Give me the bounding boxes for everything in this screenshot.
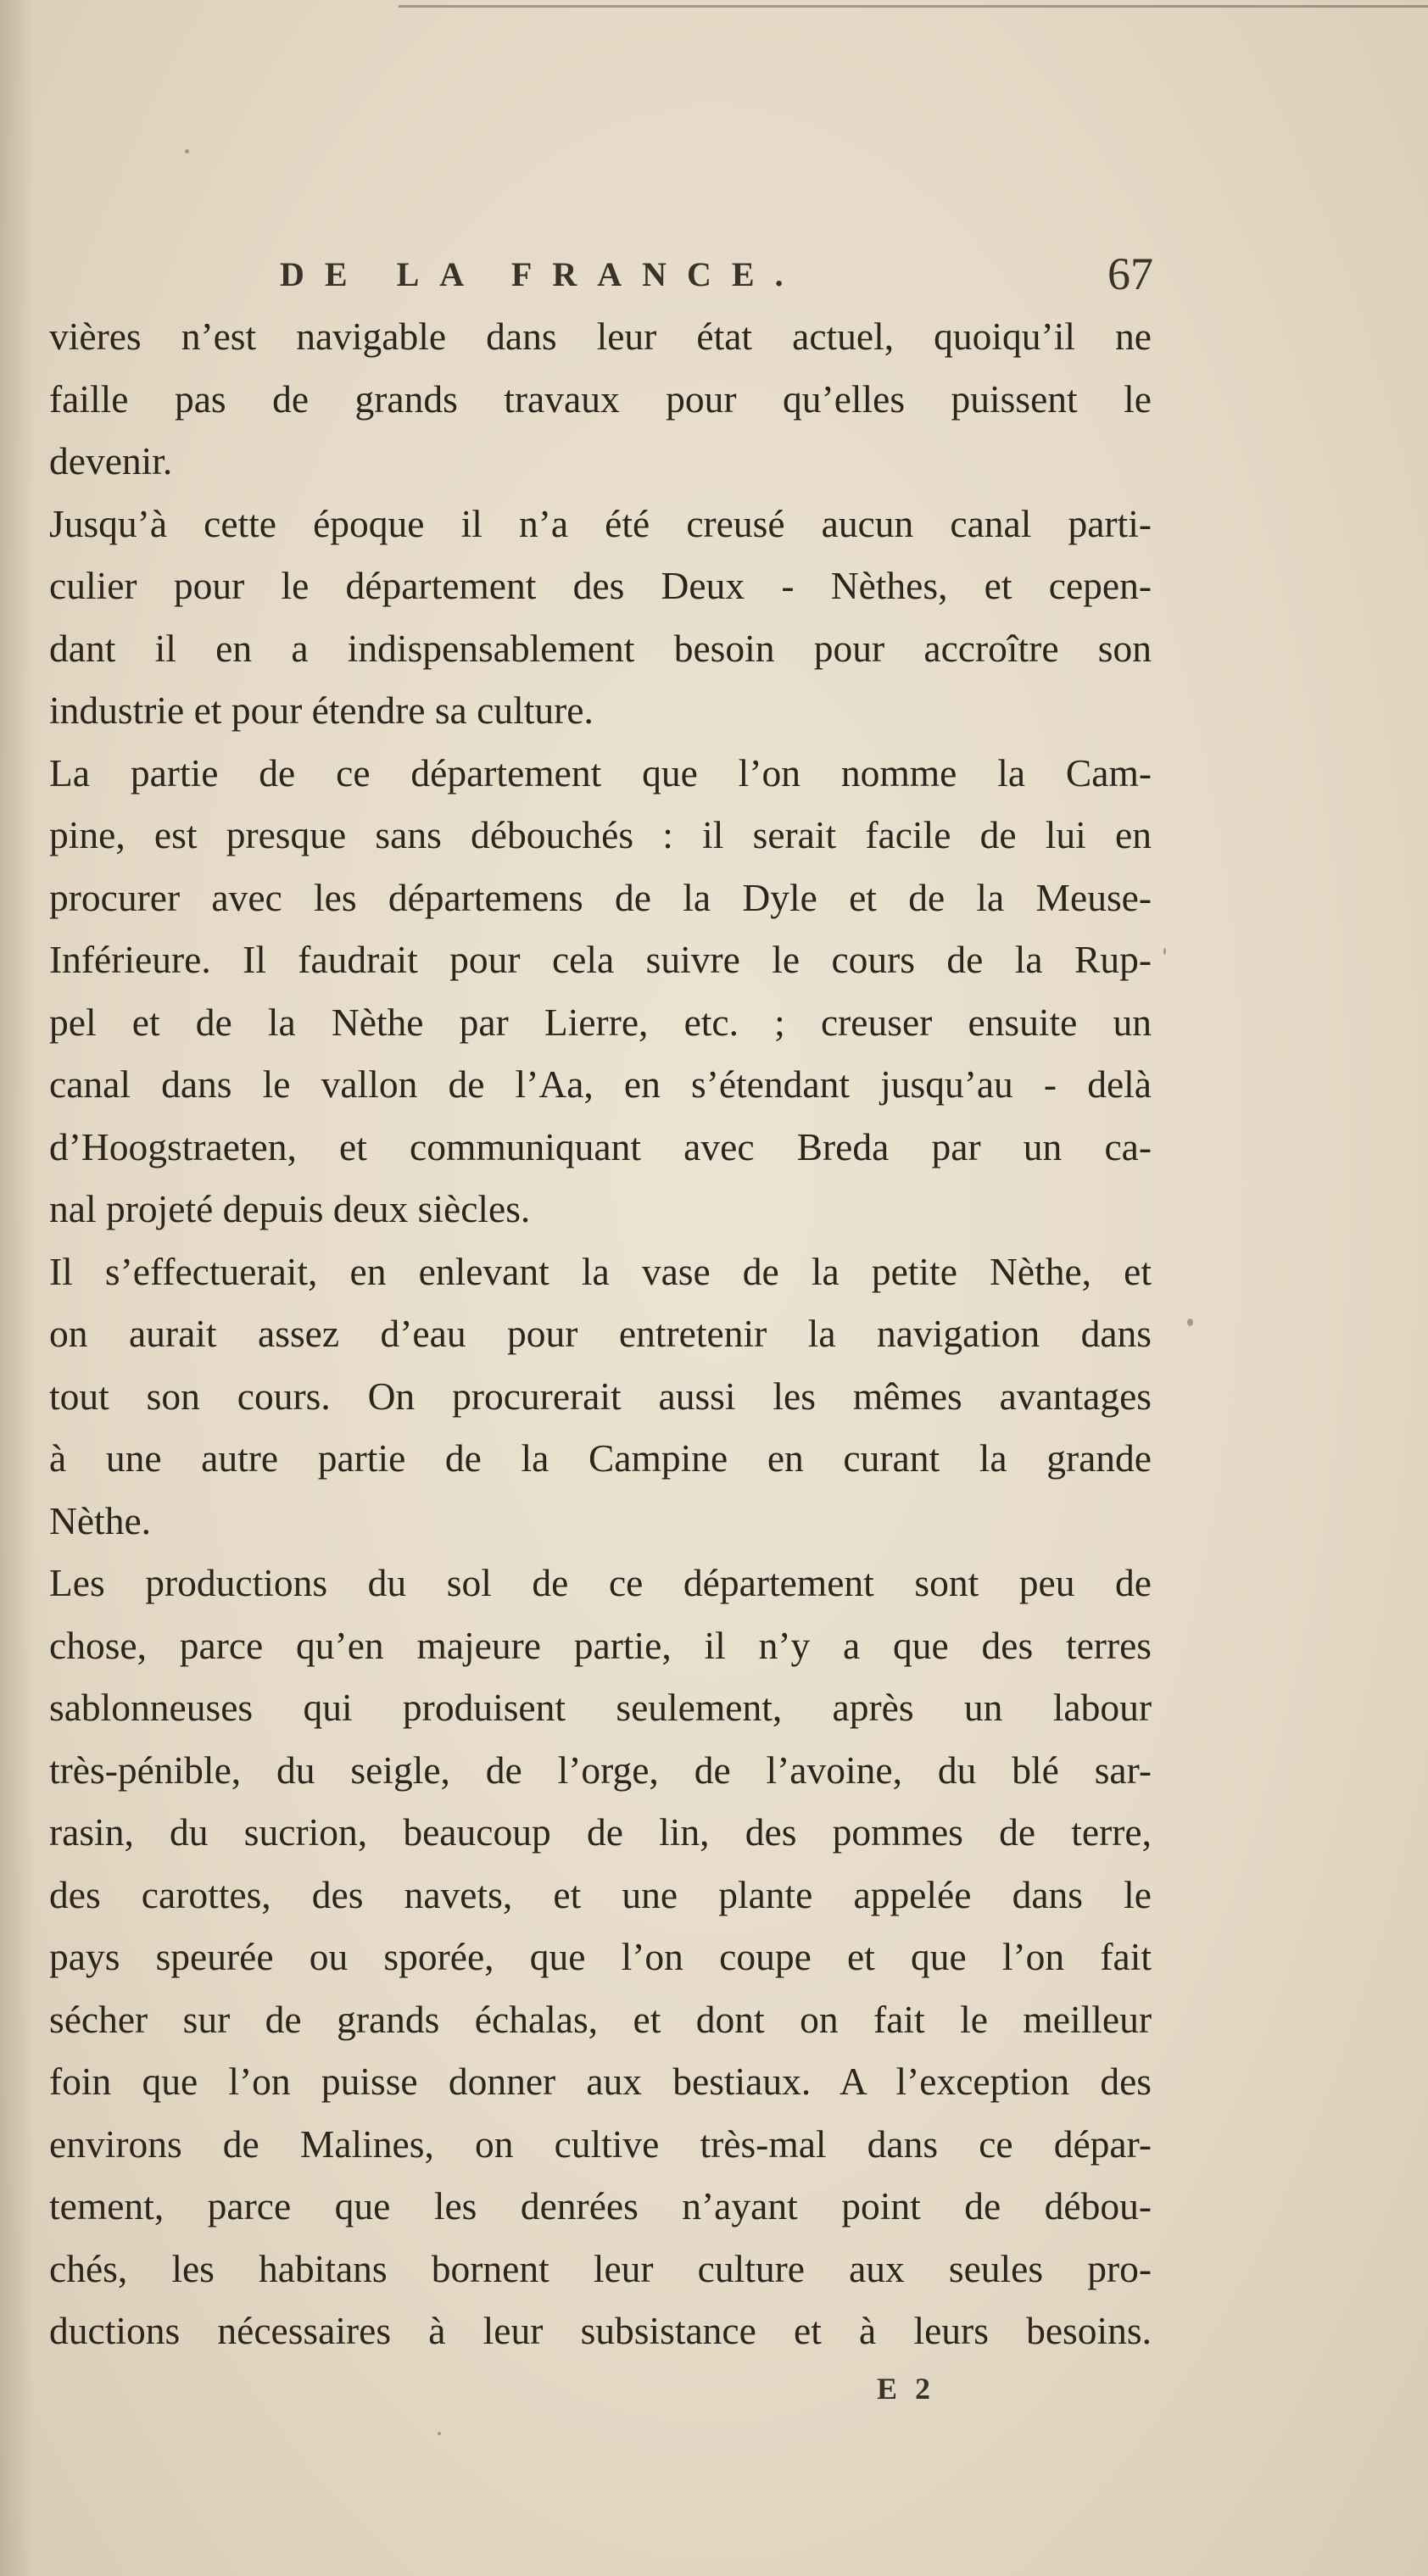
text-line: très-pénible, du seigle, de l’orge, de l’avoine, du blé sar- — [49, 1748, 1152, 1792]
text-line: environs de Malines, on cultive très-mal dans ce dépar- — [49, 2122, 1152, 2166]
signature-mark: E 2 — [877, 2372, 936, 2406]
text-line: on aurait assez d’eau pour entretenir la navigation dans — [49, 1312, 1152, 1355]
text-line: chose, parce qu’en majeure partie, il n’y a que des terres — [49, 1623, 1152, 1667]
text-line: à une autre partie de la Campine en curant la grande — [49, 1436, 1152, 1480]
text-line: faille pas de grands travaux pour qu’elles puissent le — [49, 376, 1152, 421]
running-title: DE LA FRANCE. — [280, 255, 804, 293]
body-text — [49, 305, 1152, 2362]
text-line: foin que l’on puisse donner aux bestiaux. A l’exception des — [49, 2060, 1152, 2103]
text-line: La partie de ce département que l’on nomme la Cam- — [49, 750, 1152, 795]
page-number: 67 — [1107, 248, 1153, 299]
text-line: culier pour le département des Deux - Nèthes, et cepen- — [49, 564, 1152, 607]
top-edge-rule — [399, 5, 1428, 8]
gutter-shadow — [0, 0, 34, 2576]
text-line: sécher sur de grands échalas, et dont on fait le meilleur — [49, 1997, 1152, 2041]
paper-speck — [1187, 1319, 1193, 1326]
text-line: devenir. — [49, 439, 173, 482]
text-line: Inférieure. Il faudrait pour cela suivre le cours de la Rup- — [49, 938, 1152, 981]
text-line: Jusqu’à cette époque il n’a été creusé aucun canal parti- — [49, 501, 1152, 545]
text-line: canal dans le vallon de l’Aa, en s’étendant jusqu’au - delà — [49, 1062, 1152, 1106]
text-line: ductions nécessaires à leur subsistance et à leurs besoins. — [49, 2309, 1152, 2352]
paper-speck — [1163, 948, 1166, 955]
text-line: Nèthe. — [49, 1498, 152, 1542]
text-line: des carottes, des navets, et une plante appelée dans le — [49, 1872, 1152, 1916]
text-line: industrie et pour étendre sa culture. — [49, 689, 594, 732]
text-line: pel et de la Nèthe par Lierre, etc. ; creuser ensuite un — [49, 1000, 1152, 1044]
text-line: nal projeté depuis deux siècles. — [49, 1187, 531, 1230]
paper-speck — [185, 149, 189, 153]
text-line: procurer avec les départemens de la Dyle et de la Meuse- — [49, 875, 1152, 919]
text-line: rasin, du sucrion, beaucoup de lin, des pommes de terre, — [49, 1810, 1152, 1854]
page-header — [280, 248, 1153, 307]
text-line: tement, parce que les denrées n’ayant point de débou- — [49, 2184, 1152, 2228]
text-line: tout son cours. On procurerait aussi les mêmes avantages — [49, 1374, 1152, 1418]
text-line: chés, les habitans bornent leur culture aux seules pro- — [49, 2246, 1152, 2290]
text-line: dant il en a indispensablement besoin pour accroître son — [49, 626, 1152, 670]
text-line: sablonneuses qui produisent seulement, après un labour — [49, 1686, 1152, 1729]
text-line: d’Hoogstraeten, et communiquant avec Breda par un ca- — [49, 1124, 1152, 1168]
text-line: pays speurée ou sporée, que l’on coupe et que l’on fait — [49, 1935, 1152, 1978]
text-line: Les productions du sol de ce département sont peu de — [49, 1561, 1152, 1604]
text-line: pine, est presque sans débouchés : il serait facile de lui en — [49, 813, 1152, 856]
paper-speck — [438, 2432, 441, 2435]
text-line: Il s’effectuerait, en enlevant la vase de la petite Nèthe, et — [49, 1249, 1152, 1293]
text-line: vières n’est navigable dans leur état actuel, quoiqu’il ne — [49, 315, 1152, 358]
